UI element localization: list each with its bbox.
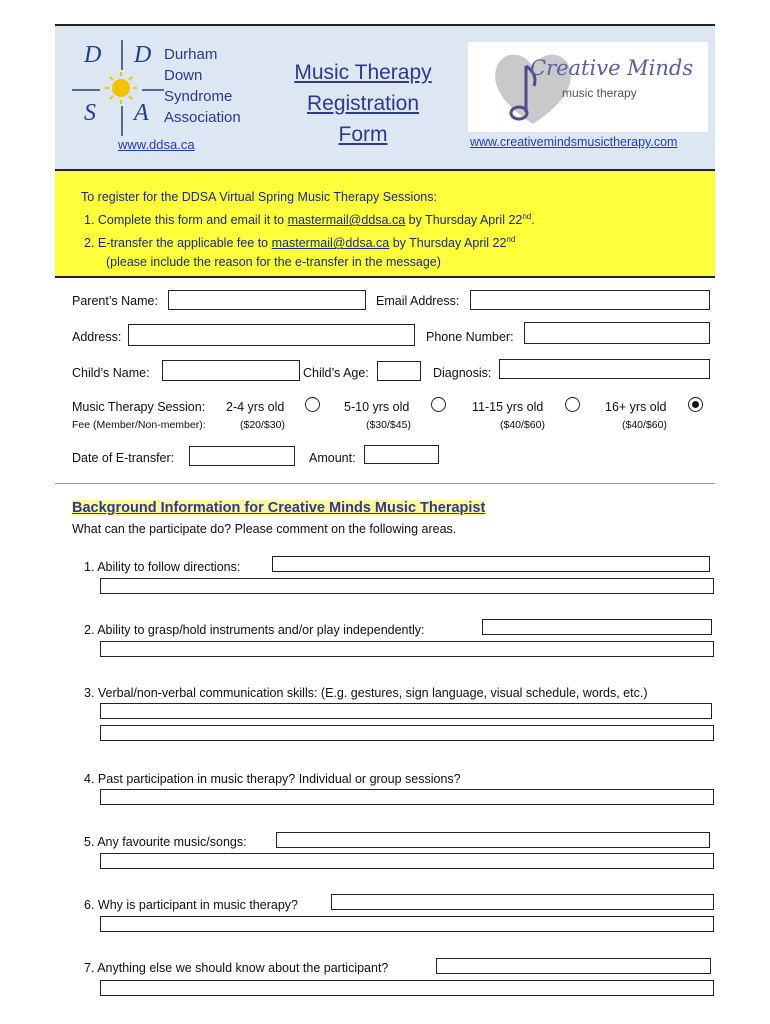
ddsa-letter-a: A — [134, 100, 149, 126]
ddsa-name-line: Durham — [164, 46, 218, 63]
notice-sup: nd — [506, 235, 516, 245]
notice-note: (please include the reason for the e-transfer in the message) — [106, 255, 441, 270]
sun-icon — [70, 40, 164, 140]
phone-label: Phone Number: — [426, 330, 514, 344]
title-line: Registration — [306, 92, 420, 115]
title-line: Music Therapy — [294, 61, 432, 84]
notice-text: by Thursday April 22 — [389, 236, 507, 251]
ddsa-name-line: Association — [164, 109, 241, 126]
cm-logo-title: Creative Minds — [530, 56, 694, 80]
question-label: 6. Why is participant in music therapy? — [84, 898, 298, 912]
etransfer-date-label: Date of E-transfer: — [72, 451, 175, 465]
session-option-label: 11-15 yrs old — [472, 400, 544, 414]
answer-field-2a[interactable] — [482, 619, 712, 635]
title-line: Form — [338, 123, 388, 146]
answer-field-1b[interactable] — [100, 578, 714, 594]
ddsa-letter-s: S — [84, 100, 96, 126]
notice-intro: To register for the DDSA Virtual Spring Music Therapy Sessions: — [81, 190, 437, 204]
session-radio-2-4[interactable] — [305, 397, 320, 412]
phone-field[interactable] — [524, 322, 710, 344]
ddsa-logo — [70, 40, 240, 140]
answer-field-3b[interactable] — [100, 725, 714, 741]
session-fee: ($20/$30) — [240, 419, 285, 431]
child-age-label: Child’s Age: — [303, 366, 369, 380]
answer-field-7a[interactable] — [436, 958, 711, 974]
notice-text: 1. Complete this form and email it to — [84, 213, 288, 228]
session-radio-16-plus[interactable] — [688, 397, 703, 412]
etransfer-date-field[interactable] — [189, 446, 295, 466]
session-radio-5-10[interactable] — [431, 397, 446, 412]
session-radio-11-15[interactable] — [565, 397, 580, 412]
session-fee: ($30/$45) — [366, 419, 411, 431]
ddsa-name-line: Down — [164, 67, 203, 84]
question-label: 1. Ability to follow directions: — [84, 560, 241, 574]
session-option-label: 5-10 yrs old — [344, 400, 410, 414]
registration-notice — [55, 169, 715, 278]
answer-field-3a[interactable] — [100, 703, 712, 719]
session-fee: ($40/$60) — [622, 419, 667, 431]
child-age-field[interactable] — [377, 361, 421, 381]
question-label: 4. Past participation in music therapy? Individual or group sessions? — [84, 772, 461, 786]
cm-logo-subtitle: music therapy — [562, 86, 637, 100]
background-section-title: Background Information for Creative Minds Music Therapist — [72, 500, 486, 516]
email-link[interactable]: mastermail@ddsa.ca — [271, 236, 390, 251]
child-name-field[interactable] — [162, 360, 300, 381]
session-option-label: 16+ yrs old — [605, 400, 667, 414]
notice-text: . — [531, 213, 535, 228]
amount-field[interactable] — [364, 445, 439, 464]
notice-text: 2. E-transfer the applicable fee to — [84, 236, 272, 251]
question-label: 5. Any favourite music/songs: — [84, 835, 247, 849]
email-link[interactable]: mastermail@ddsa.ca — [287, 213, 406, 228]
amount-label: Amount: — [309, 451, 356, 465]
child-name-label: Child’s Name: — [72, 366, 150, 380]
session-fee: ($40/$60) — [500, 419, 545, 431]
email-label: Email Address: — [376, 294, 460, 308]
notice-step-2 — [81, 230, 535, 253]
section-divider — [55, 483, 715, 484]
parent-name-label: Parent’s Name: — [72, 294, 158, 308]
diagnosis-field[interactable] — [499, 359, 710, 379]
page-title — [278, 57, 448, 150]
ddsa-letter-d2: D — [134, 42, 152, 68]
notice-step-1 — [81, 207, 535, 230]
answer-field-6a[interactable] — [331, 894, 714, 910]
notice-text: by Thursday April 22 — [405, 213, 523, 228]
ddsa-name — [164, 44, 241, 128]
background-subtitle: What can the participate do? Please comment on the following areas. — [72, 522, 457, 536]
session-option-label: 2-4 yrs old — [226, 400, 285, 414]
question-label: 2. Ability to grasp/hold instruments and/or play independently: — [84, 623, 425, 637]
answer-field-7b[interactable] — [100, 980, 714, 996]
parent-name-field[interactable] — [168, 290, 366, 310]
question-label: 3. Verbal/non-verbal communication skills: (E.g. gestures, sign language, visual schedule, words, etc.) — [84, 686, 648, 700]
creative-minds-logo — [468, 42, 708, 132]
notice-sup: nd — [522, 212, 532, 221]
answer-field-5a[interactable] — [276, 832, 710, 848]
address-field[interactable] — [128, 324, 415, 346]
creative-minds-website-link[interactable]: www.creativemindsmusictherapy.com — [470, 135, 678, 149]
ddsa-website-link[interactable]: www.ddsa.ca — [118, 137, 195, 152]
answer-field-6b[interactable] — [100, 916, 714, 932]
ddsa-letter-d1: D — [84, 42, 102, 68]
answer-field-1a[interactable] — [272, 556, 710, 572]
diagnosis-label: Diagnosis: — [433, 366, 492, 380]
fee-label: Fee (Member/Non-member): — [72, 419, 206, 431]
email-field[interactable] — [470, 290, 710, 310]
question-label: 7. Anything else we should know about the participant? — [84, 961, 389, 975]
answer-field-5b[interactable] — [100, 853, 714, 869]
answer-field-4[interactable] — [100, 789, 714, 805]
answer-field-2b[interactable] — [100, 641, 714, 657]
ddsa-name-line: Syndrome — [164, 88, 233, 105]
address-label: Address: — [72, 330, 122, 344]
session-label: Music Therapy Session: — [72, 400, 206, 414]
